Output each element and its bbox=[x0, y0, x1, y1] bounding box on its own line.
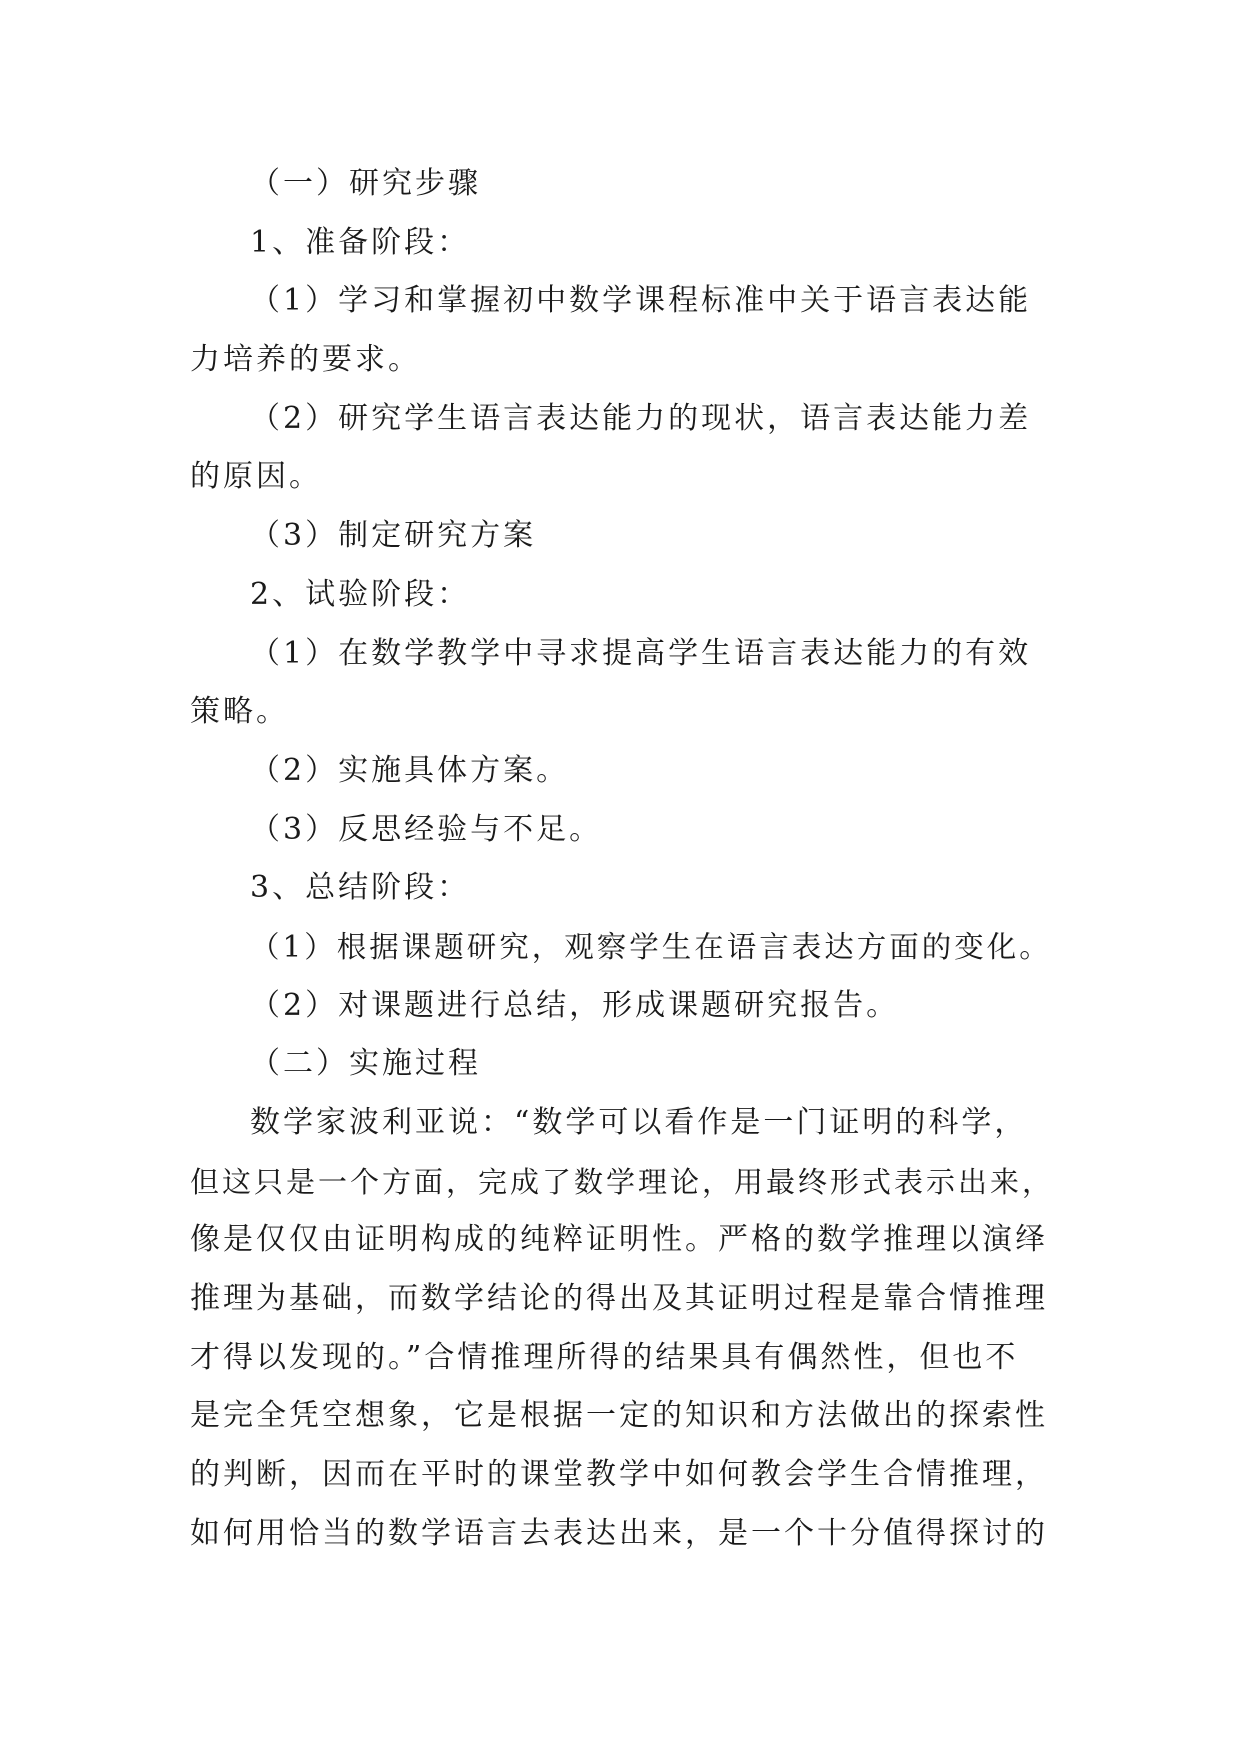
paragraph-line: 才得以发现的。”合情推理所得的结果具有偶然性，但也不 bbox=[190, 1339, 1019, 1375]
list-item-line: （3）制定研究方案 bbox=[250, 518, 537, 554]
paragraph-line: 但这只是一个方面，完成了数学理论，用最终形式表示出来， bbox=[190, 1164, 1055, 1199]
section-heading: （一）研究步骤 bbox=[250, 166, 481, 201]
section-heading: （二）实施过程 bbox=[250, 1046, 481, 1082]
paragraph-line: 推理为基础，而数学结论的得出及其证明过程是靠合情推理 bbox=[190, 1281, 1048, 1317]
list-item-line: （2）研究学生语言表达能力的现状，语言表达能力差 bbox=[250, 400, 1032, 436]
paragraph-line: 数学家波利亚说：“数学可以看作是一门证明的科学， bbox=[250, 1105, 1028, 1140]
stage-heading: 3、总结阶段： bbox=[250, 870, 471, 906]
list-item-line: （1）学习和掌握初中数学课程标准中关于语言表达能 bbox=[250, 283, 1032, 319]
paragraph-line: 的判断，因而在平时的课堂教学中如何教会学生合情推理， bbox=[190, 1457, 1048, 1493]
list-item-line: （3）反思经验与不足。 bbox=[250, 811, 603, 847]
paragraph-line: 如何用恰当的数学语言去表达出来，是一个十分值得探讨的 bbox=[190, 1515, 1048, 1551]
list-item-line: （2）对课题进行总结，形成课题研究报告。 bbox=[250, 987, 900, 1023]
stage-heading: 1、准备阶段： bbox=[250, 224, 471, 260]
paragraph-line: 是完全凭空想象，它是根据一定的知识和方法做出的探索性 bbox=[190, 1398, 1048, 1434]
list-item-continuation: 策略。 bbox=[190, 694, 289, 730]
document-body bbox=[190, 155, 1060, 1564]
paragraph-line: 像是仅仅由证明构成的纯粹证明性。严格的数学推理以演绎 bbox=[190, 1222, 1048, 1258]
list-item-line: （2）实施具体方案。 bbox=[250, 752, 570, 788]
list-item-continuation: 力培养的要求。 bbox=[190, 342, 421, 378]
stage-heading: 2、试验阶段： bbox=[250, 576, 471, 612]
list-item-continuation: 的原因。 bbox=[190, 459, 322, 495]
list-item-line: （1）根据课题研究，观察学生在语言表达方面的变化。 bbox=[250, 929, 1052, 964]
list-item-line: （1）在数学教学中寻求提高学生语言表达能力的有效 bbox=[250, 635, 1032, 671]
